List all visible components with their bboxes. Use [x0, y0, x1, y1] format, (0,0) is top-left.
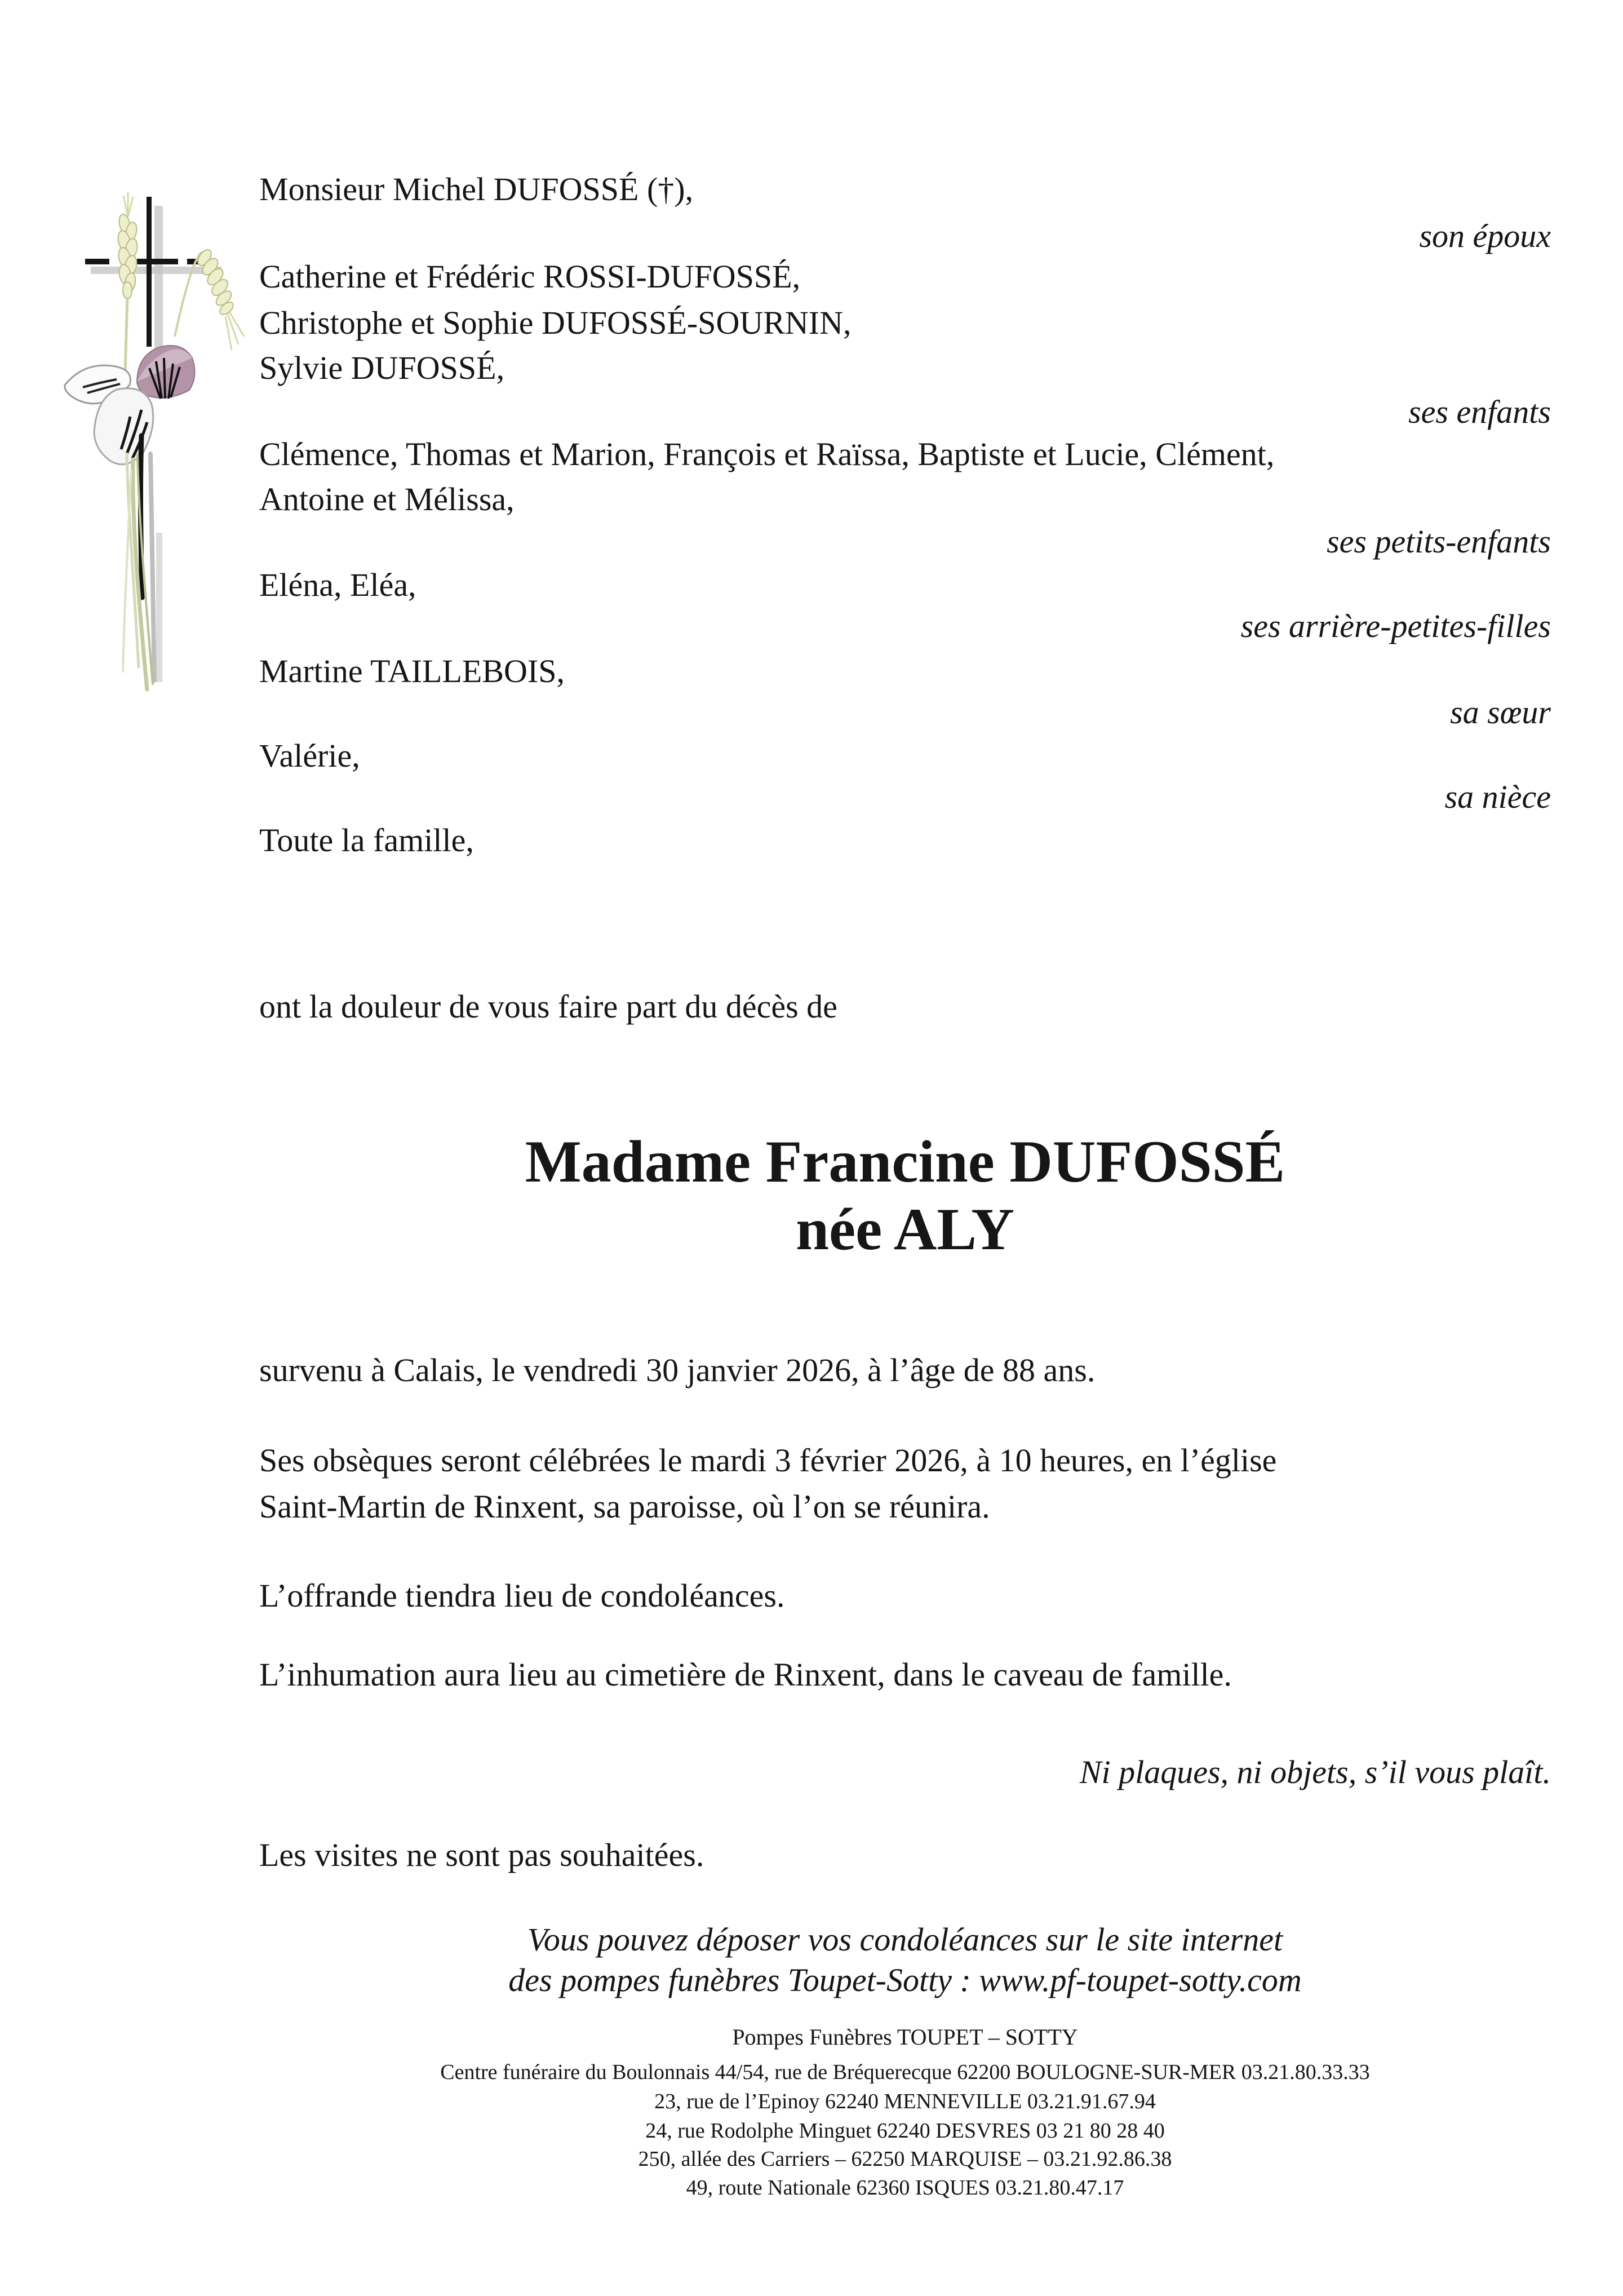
condolences-website-line-1: Vous pouvez déposer vos condoléances sur le site internet [527, 1921, 1283, 1958]
condolences-website-line-2: des pompes funèbres Toupet-Sotty : www.pf-toupet-sotty.com [508, 1962, 1302, 1998]
no-visits-line: Les visites ne sont pas souhaitées. [259, 1837, 704, 1873]
children-line-3: Sylvie DUFOSSÉ, [259, 350, 505, 386]
deceased-name: Madame Francine DUFOSSÉ [525, 1129, 1285, 1195]
whole-family-line: Toute la famille, [259, 822, 474, 859]
funeral-home-address-4: 250, allée des Carriers – 62250 MARQUISE – 03.21.92.86.38 [638, 2147, 1172, 2171]
grandchildren-line-1: Clémence, Thomas et Marion, François et Raïssa, Baptiste et Lucie, Clément, [259, 436, 1275, 472]
relation-son-epoux: son époux [1419, 218, 1551, 254]
funeral-home-address-5: 49, route Nationale 62360 ISQUES 03.21.80.47.17 [686, 2176, 1124, 2200]
relation-ses-arriere-petites-filles: ses arrière-petites-filles [1240, 608, 1551, 644]
grandchildren-line-2: Antoine et Mélissa, [259, 481, 515, 517]
funeral-home-name: Pompes Funèbres TOUPET – SOTTY [732, 2024, 1078, 2050]
death-details-line: survenu à Calais, le vendredi 30 janvier 2026, à l’âge de 88 ans. [259, 1352, 1096, 1388]
burial-line: L’inhumation aura lieu au cimetière de Rinxent, dans le caveau de famille. [259, 1656, 1232, 1693]
cross-lily-wheat-artwork [31, 189, 248, 716]
intro-line: ont la douleur de vous faire part du décès de [259, 988, 837, 1025]
relation-sa-soeur: sa sœur [1450, 694, 1551, 731]
relation-sa-niece: sa nièce [1444, 778, 1551, 815]
children-line-1: Catherine et Frédéric ROSSI-DUFOSSÉ, [259, 258, 801, 295]
funeral-home-address-1: Centre funéraire du Boulonnais 44/54, rue de Bréquerecque 62200 BOULOGNE-SUR-MER 03.21.80.33.33 [440, 2060, 1370, 2084]
deceased-maiden-name: née ALY [796, 1196, 1014, 1263]
funeral-home-address-2: 23, rue de l’Epinoy 62240 MENNEVILLE 03.21.91.67.94 [654, 2090, 1156, 2113]
stems-icon [123, 436, 154, 689]
husband-line: Monsieur Michel DUFOSSÉ (†), [259, 171, 694, 207]
service-line-1: Ses obsèques seront célébrées le mardi 3 février 2026, à 10 heures, en l’église [259, 1442, 1277, 1479]
calla-lily-icon [65, 346, 195, 464]
sister-line: Martine TAILLEBOIS, [259, 653, 565, 689]
wheat-right-icon [175, 247, 244, 350]
relation-ses-petits-enfants: ses petits-enfants [1327, 523, 1551, 560]
service-line-2: Saint-Martin de Rinxent, sa paroisse, où l’on se réunira. [259, 1488, 990, 1525]
no-plaques-line: Ni plaques, ni objets, s’il vous plaît. [1079, 1754, 1551, 1790]
great-granddaughters-line: Eléna, Eléa, [259, 567, 416, 603]
children-line-2: Christophe et Sophie DUFOSSÉ-SOURNIN, [259, 304, 852, 341]
offering-line: L’offrande tiendra lieu de condoléances. [259, 1577, 785, 1614]
relation-ses-enfants: ses enfants [1408, 393, 1551, 430]
funeral-home-address-3: 24, rue Rodolphe Minguet 62240 DESVRES 03 21 80 28 40 [645, 2119, 1165, 2143]
niece-line: Valérie, [259, 737, 360, 774]
